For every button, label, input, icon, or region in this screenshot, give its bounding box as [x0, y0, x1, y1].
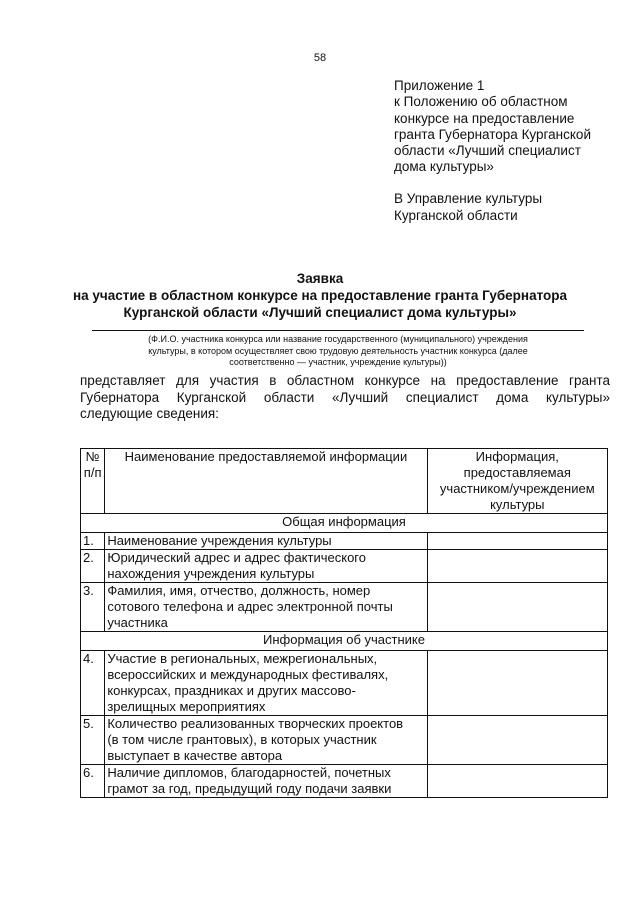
- table-row: [81, 716, 608, 765]
- table-header-row: [81, 449, 608, 514]
- intro-paragraph: [80, 373, 610, 423]
- addressee: [394, 190, 624, 224]
- table-row: [81, 533, 608, 550]
- row-number: 4.: [81, 651, 105, 716]
- table-row: [81, 765, 608, 798]
- section-row: [81, 632, 608, 651]
- row-number: 2.: [81, 550, 105, 583]
- row-name-line: Участие в региональных, межрегиональных,: [107, 651, 378, 666]
- header-info-label: участником/учреждением: [439, 481, 595, 496]
- row-info-cell[interactable]: [427, 583, 607, 632]
- appendix-line: дома культуры»: [394, 159, 494, 175]
- row-name-cell: [105, 583, 427, 632]
- header-num-cell: [81, 449, 105, 514]
- header-num-label: п/п: [83, 465, 102, 480]
- appendix-line: к Положению об областном: [394, 94, 568, 110]
- row-info-cell[interactable]: [427, 550, 607, 583]
- intro-line: следующие сведения:: [80, 406, 219, 421]
- row-name-cell: [105, 533, 427, 550]
- row-name-line: Количество реализованных творческих проектов: [107, 716, 404, 731]
- section-row: [81, 514, 608, 533]
- row-number: 3.: [81, 583, 105, 632]
- appendix-line: Приложение 1: [394, 78, 485, 93]
- row-name-line: Юридический адрес и адрес фактического: [107, 550, 366, 565]
- title-line: Курганской области «Лучший специалист дома культуры»: [123, 305, 517, 320]
- fio-underline: [92, 330, 584, 331]
- row-name-cell: [105, 765, 427, 798]
- row-info-cell[interactable]: [427, 651, 607, 716]
- row-name-line: нахождения учреждения культуры: [107, 566, 315, 581]
- fio-caption-line: культуры, в котором осуществляет свою трудовую деятельность участник конкурса (далее: [148, 345, 528, 356]
- row-name-line: (в том числе грантовых), в которых участник: [107, 732, 377, 747]
- header-info-cell: [427, 449, 607, 514]
- row-name-line: всероссийских и международных фестивалях,: [107, 667, 389, 682]
- title-heading: Заявка: [296, 271, 344, 286]
- section-general-info: Общая информация: [81, 514, 608, 533]
- row-info-cell[interactable]: [427, 716, 607, 765]
- header-info-label: предоставляемая: [463, 465, 571, 480]
- row-name-line: грамот за год, предыдущий году подачи заявки: [107, 781, 392, 796]
- row-name-line: зрелищных мероприятиях: [107, 699, 266, 714]
- page-number: 58: [313, 52, 327, 64]
- row-name-line: Фамилия, имя, отчество, должность, номер: [107, 583, 371, 598]
- header-num-label: №: [85, 449, 100, 464]
- appendix-line: конкурсе на предоставление: [394, 110, 575, 126]
- row-info-cell[interactable]: [427, 765, 607, 798]
- fio-caption: [98, 334, 578, 369]
- appendix-note: [394, 78, 624, 176]
- row-number: 5.: [81, 716, 105, 765]
- addressee-line: Курганской области: [394, 208, 518, 223]
- row-name-line: сотового телефона и адрес электронной почты: [107, 599, 393, 614]
- row-number: 6.: [81, 765, 105, 798]
- application-table: [80, 448, 608, 798]
- addressee-line: В Управление культуры: [394, 191, 543, 206]
- row-name-line: участника: [107, 615, 168, 630]
- header-info-label: культуры: [490, 497, 545, 512]
- intro-line: представляет для участия в областном конкурсе на предоставление гранта: [80, 373, 610, 388]
- row-name-line: Наименование учреждения культуры: [107, 533, 332, 548]
- header-name-cell: Наименование предоставляемой информации: [105, 449, 427, 514]
- appendix-line: гранта Губернатора Курганской: [394, 126, 591, 142]
- appendix-line: области «Лучший специалист: [394, 143, 581, 159]
- row-name-cell: [105, 716, 427, 765]
- row-number: 1.: [81, 533, 105, 550]
- row-name-line: конкурсах, праздниках и других массово-: [107, 683, 356, 698]
- section-participant-info: Информация об участнике: [81, 632, 608, 651]
- table-row: [81, 651, 608, 716]
- fio-caption-line: (Ф.И.О. участника конкурса или название государственного (муниципального) учреждения: [148, 334, 528, 344]
- table-row: [81, 550, 608, 583]
- intro-line: Губернатора Курганской области «Лучший специалист дома культуры»: [80, 389, 610, 405]
- header-info-label: Информация,: [475, 449, 559, 464]
- row-name-line: выступает в качестве автора: [107, 748, 283, 763]
- row-info-cell[interactable]: [427, 533, 607, 550]
- row-name-line: Наличие дипломов, благодарностей, почетных: [107, 765, 391, 780]
- fio-caption-line: соответственно — участник, учреждение культуры)): [229, 357, 447, 367]
- table-row: [81, 583, 608, 632]
- row-name-cell: [105, 651, 427, 716]
- title-line: на участие в областном конкурсе на предоставление гранта Губернатора: [72, 288, 568, 303]
- document-title: [40, 270, 600, 321]
- row-name-cell: [105, 550, 427, 583]
